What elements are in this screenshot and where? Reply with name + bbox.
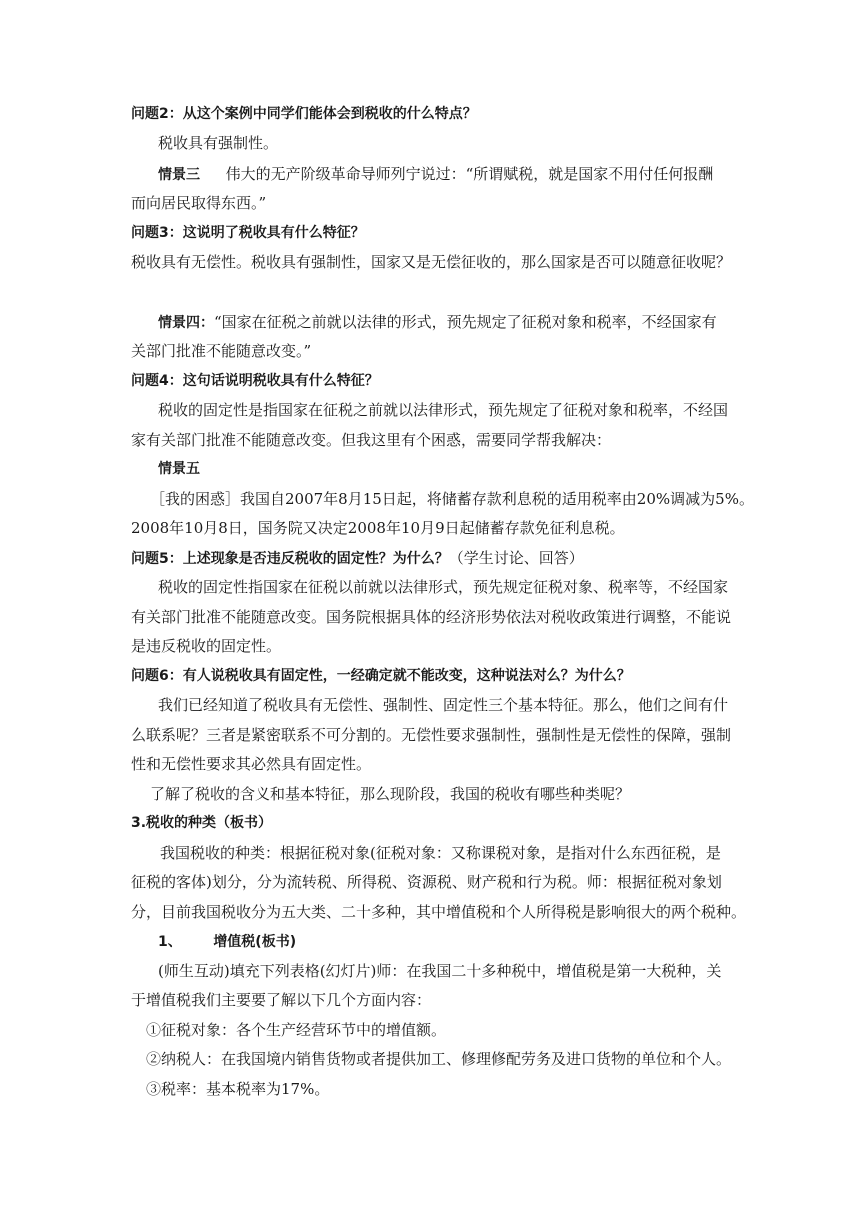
question-5: 问题5：上述现象是否违反税收的固定性？为什么？ [131, 551, 449, 567]
answer-6-line-1: 我们已经知道了税收具有无偿性、强制性、固定性三个基本特征。那么，他们之间有什 [158, 696, 729, 714]
answer-2: 税收具有强制性。 [158, 134, 279, 152]
vat-item-3: ③税率：基本税率为17%。 [146, 1080, 330, 1098]
answer-5-line-2: 有关部门批准不能随意改变。国务院根据具体的经济形势依法对税收政策进行调整，不能说 [131, 608, 732, 626]
tax-types-line-2: 征税的客体)划分，分为流转税、所得税、资源税、财产税和行为税。师：根据征税对象划 [131, 873, 722, 891]
subsection-vat-line [158, 931, 729, 952]
scenario-4-line [158, 312, 729, 333]
tax-types-line-3: 分，目前我国税收分为五大类、二十多种，其中增值税和个人所得税是影响很大的两个税种。 [131, 903, 747, 921]
answer-6-line-3: 性和无偿性要求其必然具有固定性。 [131, 755, 372, 773]
tax-types-line-1: 我国税收的种类：根据征税对象(征税对象：又称课税对象，是指对什么东西征税，是 [160, 844, 721, 862]
scenario-5-line-1: ［我的困惑］我国自2007年8月15日起，将储蓄存款利息税的适用税率由20%调减为5%。 [150, 490, 754, 508]
question-5-line [131, 548, 729, 569]
vat-item-1: ①征税对象：各个生产经营环节中的增值额。 [146, 1021, 447, 1039]
answer-6-line-2: 么联系呢？三者是紧密联系不可分割的。无偿性要求强制性，强制性是无偿性的保障，强制 [131, 726, 732, 744]
question-3: 问题3：这说明了税收具有什么特征？ [131, 225, 365, 241]
question-2: 问题2：从这个案例中同学们能体会到税收的什么特点？ [131, 106, 477, 122]
scenario-3-text-cont: 而向居民取得东西。” [131, 194, 267, 212]
question-5-note: （学生讨论、回答） [448, 549, 584, 567]
scenario-3-line [158, 164, 729, 185]
scenario-4-label: 情景四： [158, 315, 214, 331]
vat-intro-line-2: 于增值税我们主要要了解以下几个方面内容： [131, 991, 432, 1009]
scenario-4-text: “国家在征税之前就以法律的形式，预先规定了征税对象和税率，不经国家有 [214, 313, 717, 331]
question-4: 问题4：这句话说明税收具有什么特征？ [131, 373, 379, 389]
vat-intro-line-1: (师生互动)填充下列表格(幻灯片)师：在我国二十多种税中，增值税是第一大税种，关 [158, 962, 722, 980]
subsection-vat-title: 增值税(板书) [213, 934, 297, 950]
answer-4-line-2: 家有关部门批准不能随意改变。但我这里有个困惑，需要同学帮我解决： [131, 431, 612, 449]
scenario-3-label: 情景三 [158, 167, 200, 183]
question-6: 问题6：有人说税收具有固定性，一经确定就不能改变，这种说法对么？为什么？ [131, 668, 631, 684]
answer-5-line-1: 税收的固定性指国家在征税以前就以法律形式，预先规定征税对象、税率等，不经国家 [158, 578, 729, 596]
section-heading-tax-types: 3.税收的种类（板书） [131, 815, 273, 831]
scenario-5-line-2: 2008年10月8日，国务院又决定2008年10月9日起储蓄存款免征利息税。 [131, 519, 625, 537]
answer-5-line-3: 是违反税收的固定性。 [131, 637, 282, 655]
scenario-4-text-cont: 关部门批准不能随意改变。” [131, 342, 312, 360]
scenario-3-text: 伟大的无产阶级革命导师列宁说过：“所谓赋税，就是国家不用付任何报酬 [225, 165, 714, 183]
vat-item-2: ②纳税人：在我国境内销售货物或者提供加工、修理修配劳务及进口货物的单位和个人。 [146, 1050, 732, 1068]
answer-4-line-1: 税收的固定性是指国家在征税之前就以法律形式，预先规定了征税对象和税率，不经国 [158, 401, 729, 419]
subsection-number: 1、 [158, 934, 182, 950]
answer-3: 税收具有无偿性。税收具有强制性，国家又是无偿征收的，那么国家是否可以随意征收呢？ [131, 253, 732, 271]
scenario-5-label: 情景五 [158, 461, 200, 477]
transition-text: 了解了税收的含义和基本特征，那么现阶段，我国的税收有哪些种类呢？ [150, 785, 631, 803]
